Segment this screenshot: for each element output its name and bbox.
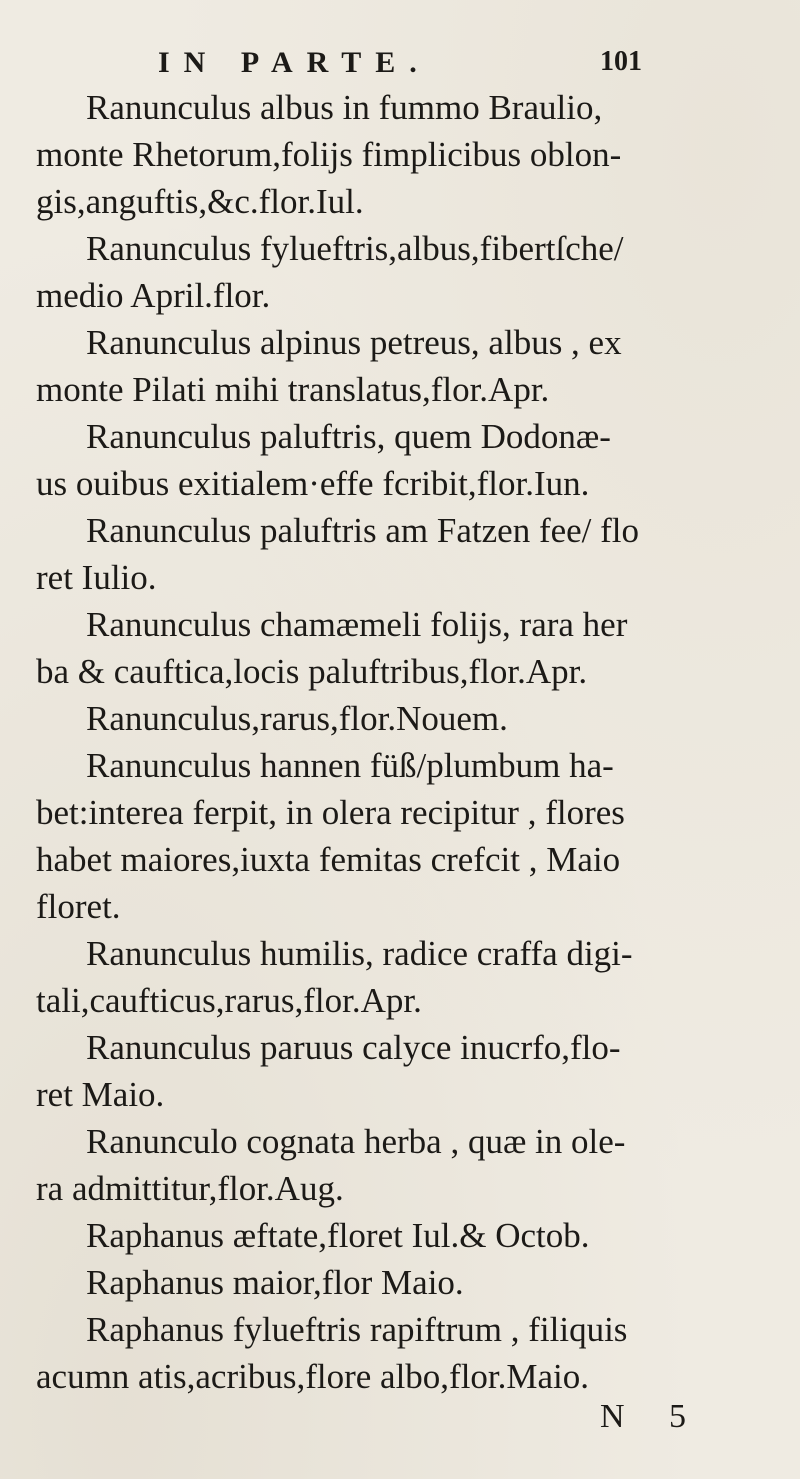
text-line: Ranunculus fylueftris,albus,fibertſche/ bbox=[86, 229, 624, 268]
text-line: Ranunculus humilis, radice craffa digi- bbox=[86, 934, 633, 973]
signature-mark: N 5 bbox=[600, 1398, 705, 1435]
text-line: ret Maio. bbox=[36, 1075, 165, 1114]
text-line: habet maiores,iuxta femitas crefcit , Maio bbox=[36, 840, 621, 879]
text-line: monte Rhetorum,folijs fimplicibus oblon- bbox=[36, 135, 622, 174]
text-line: floret. bbox=[36, 887, 121, 926]
text-line: us ouibus exitialem·effe fcribit,flor.Iun. bbox=[36, 464, 590, 503]
text-line: Ranunculo cognata herba , quæ in ole- bbox=[86, 1122, 626, 1161]
text-line: Raphanus æftate,floret Iul.& Octob. bbox=[86, 1216, 590, 1255]
body-text bbox=[36, 84, 776, 1400]
text-line: Raphanus maior,flor Maio. bbox=[86, 1263, 464, 1302]
text-line: Ranunculus,rarus,flor.Nouem. bbox=[86, 699, 508, 738]
text-line: bet:interea ferpit, in olera recipitur , flores bbox=[36, 793, 625, 832]
text-line: Ranunculus paruus calyce inucrfo,flo- bbox=[86, 1028, 621, 1067]
page-header bbox=[0, 40, 800, 80]
text-line: Ranunculus albus in fummo Braulio, bbox=[86, 88, 603, 127]
text-line: medio April.flor. bbox=[36, 276, 271, 315]
page-number: 101 bbox=[600, 46, 642, 77]
text-line: Ranunculus paluftris, quem Dodonæ- bbox=[86, 417, 611, 456]
running-head: IN PARTE. bbox=[158, 46, 431, 79]
text-line: Ranunculus chamæmeli folijs, rara her bbox=[86, 605, 628, 644]
text-line: Ranunculus hannen füß/plumbum ha- bbox=[86, 746, 614, 785]
text-line: gis,anguftis,&c.flor.Iul. bbox=[36, 182, 364, 221]
text-line: monte Pilati mihi translatus,flor.Apr. bbox=[36, 370, 550, 409]
text-line: Raphanus fylueftris rapiftrum , filiquis bbox=[86, 1310, 628, 1349]
text-line: ra admittitur,flor.Aug. bbox=[36, 1169, 344, 1208]
text-line: ba & cauftica,locis paluftribus,flor.Apr. bbox=[36, 652, 588, 691]
text-line: acumn atis,acribus,flore albo,flor.Maio. bbox=[36, 1357, 590, 1396]
text-line: ret Iulio. bbox=[36, 558, 157, 597]
text-line: tali,caufticus,rarus,flor.Apr. bbox=[36, 981, 422, 1020]
text-line: Ranunculus alpinus petreus, albus , ex bbox=[86, 323, 622, 362]
text-line: Ranunculus paluftris am Fatzen fee/ flo bbox=[86, 511, 640, 550]
